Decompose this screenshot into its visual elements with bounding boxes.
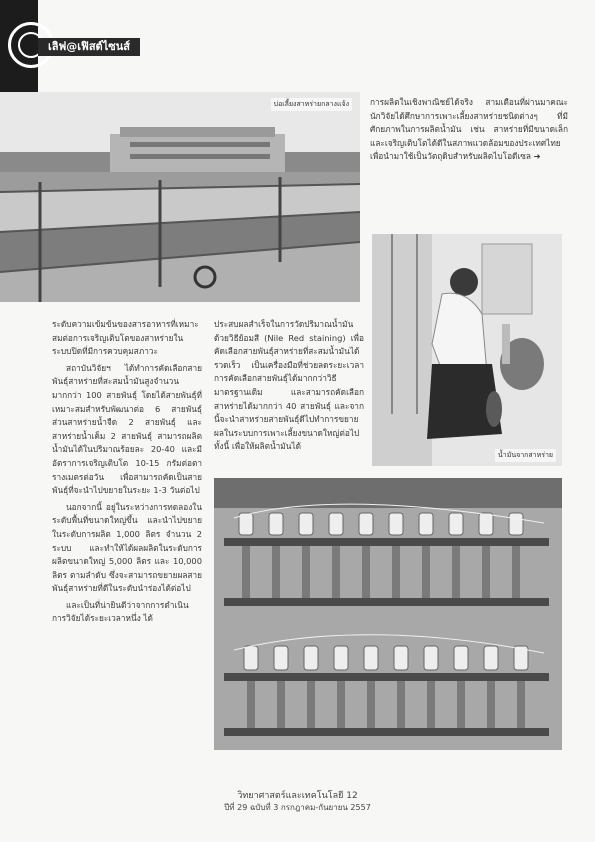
photo-caption-lab: น้ำมันจากสาหร่าย (495, 449, 556, 462)
paragraph: สถาบันวิจัยฯ ได้ทำการคัดเลือกสายพันธุ์สาหร่ายที่สะสมน้ำมันสูงจำนวนมากกว่า 100 สายพันธุ์ โดยได้สายพันธุ์ที่เหมาะสมสำหรับพัฒนาต่อ 6 สายพันธุ์ ส่วนสาหร่ายน้ำจืด 2 สายพันธุ์ และสาหร่ายน้ำเค็ม 2 สายพันธุ์ สามารถผลิตน้ำมันได้ในปริมาณร้อยละ 20-40 และมีอัตราการเจริญเติบโต 10-15 กรัมต่อตารางเมตรต่อวัน เพื่อสามารถคัดเป็นสายพันธุ์ที่จะนำไปขยายในระยะ 1-3 วันต่อไป (52, 362, 202, 496)
page-footer (0, 790, 595, 814)
photo-bottle-rack (214, 478, 562, 750)
text-column-top-right (370, 96, 568, 167)
paragraph: ประสบผลสำเร็จในการวัดปริมาณน้ำมันด้วยวิธีย้อมสี (Nile Red staining) เพื่อคัดเลือกสายพันธุ์สาหร่ายที่สะสมน้ำมันได้รวดเร็ว เป็นเครื่องมือที่ช่วยลดระยะเวลาการคัดเลือกสายพันธุ์ได้มากกว่าวิธีมาตรฐานเดิม และสามารถคัดเลือกสาหร่ายได้มากกว่า 40 สายพันธุ์ และจากนี้จะนำสาหร่ายสายพันธุ์ดีไปทำการขยายผลในระบบการเพาะเลี้ยงขนาดใหญ่ต่อไป ทั้งนี้ เพื่อให้ผลิตน้ำมันได้ (214, 319, 364, 452)
photo-algae-pond (0, 92, 360, 302)
section-label: เลิฟ@เฟิสต์ไซนส์ (38, 38, 140, 56)
paragraph: ระดับความเข้มข้นของสารอาหารที่เหมาะสมต่อการเจริญเติบโตของสาหร่ายในระบบปิดที่มีการควบคุมสภาวะ (52, 319, 199, 357)
paragraph: นอกจากนี้ อยู่ในระหว่างการทดลองในระดับพื้นที่ขนาดใหญ่ขึ้น และนำไปขยายในระดับการผลิต 1,000 ลิตร จำนวน 2 ระบบ และทำให้ได้ผลผลิตในระดับการผลิตขนาดใหญ่ 5,000 ลิตร และ 10,000 ลิตร ตามลำดับ ซึ่งจะสามารถขยายผลสายพันธุ์สาหร่ายที่ดีในระดับนำร่องได้ต่อไป (52, 501, 202, 594)
photo-caption-pond: บ่อเลี้ยงสาหร่ายกลางแจ้ง (271, 98, 352, 111)
bottle-rack-illustration (214, 478, 562, 750)
paragraph: และเป็นที่น่ายินดีว่าจากการดำเนินการวิจัยได้ระยะเวลาหนึ่ง ได้ (52, 599, 189, 624)
text-column-right (214, 318, 364, 457)
text-column-left (52, 318, 202, 629)
lab-worker-illustration (372, 234, 562, 466)
footer-issue: ปีที่ 29 ฉบับที่ 3 กรกฎาคม-กันยายน 2557 (224, 803, 371, 812)
algae-pond-illustration (0, 92, 360, 302)
photo-lab-worker (372, 234, 562, 466)
footer-magazine-title: วิทยาศาสตร์และเทคโนโลยี 12 (237, 791, 358, 801)
paragraph: การผลิตในเชิงพาณิชย์ได้จริง สามเดือนที่ผ่านมาคณะนักวิจัยได้ศึกษาการเพาะเลี้ยงสาหร่ายชนิดต่างๆ ที่มีศักยภาพในการผลิตน้ำมัน เช่น สาหร่ายที่มีขนาดเล็ก และเจริญเติบโตได้ดีในสภาพแวดล้อมของประเทศไทย เพื่อนำมาใช้เป็นวัตถุดิบสำหรับผลิตไบโอดีเซล ➜ (370, 97, 568, 162)
